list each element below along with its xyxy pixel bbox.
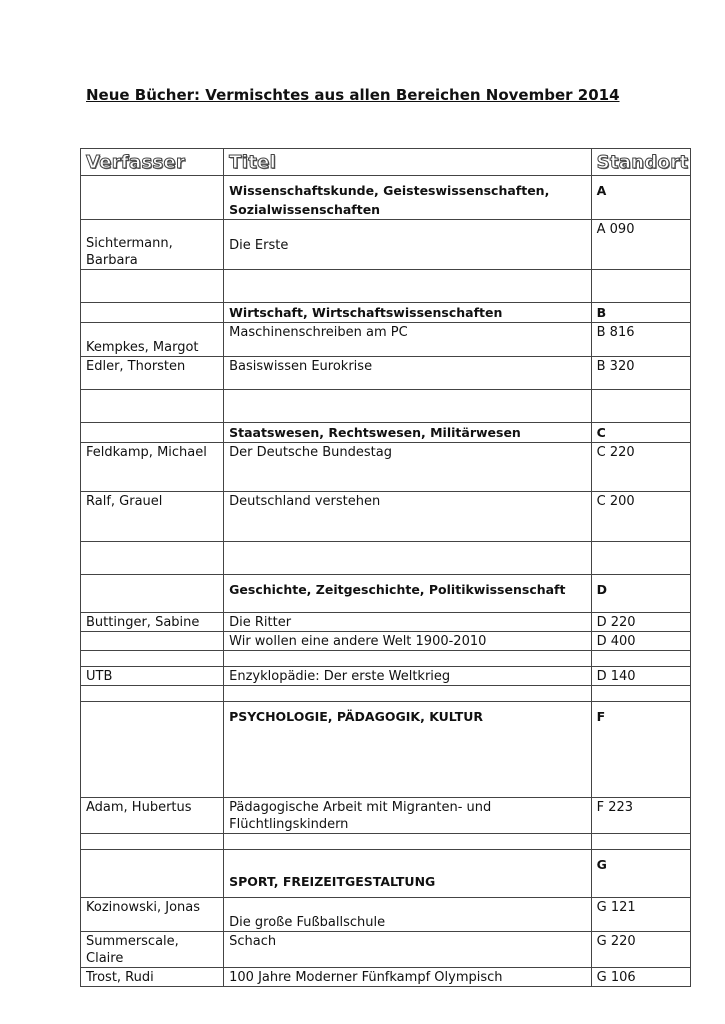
location-cell: C 220 (591, 443, 690, 492)
title-cell: Die große Fußballschule (224, 898, 591, 932)
title-cell (224, 686, 591, 702)
author-cell: Kempkes, Margot (81, 323, 224, 357)
empty-row (81, 686, 691, 702)
author-cell (81, 390, 224, 423)
empty-row (81, 270, 691, 303)
table-row (81, 443, 691, 492)
location-cell: D 400 (591, 632, 690, 651)
author-cell: Adam, Hubertus (81, 798, 224, 834)
header-title: Titel (224, 149, 591, 176)
location-cell (591, 834, 690, 850)
section-title-cell: Wissenschaftskunde, Geisteswissenschaften, Sozialwissenschaften (224, 176, 591, 220)
author-cell (81, 702, 224, 798)
author-cell: Sichtermann, Barbara (81, 220, 224, 270)
title-cell: Pädagogische Arbeit mit Migranten- und Flüchtlingskindern (224, 798, 591, 834)
location-cell: A (591, 176, 690, 220)
section-row (81, 702, 691, 798)
table-header-row (81, 149, 691, 176)
location-cell (591, 270, 690, 303)
title-cell: Schach (224, 932, 591, 968)
author-cell (81, 303, 224, 323)
location-cell: G 121 (591, 898, 690, 932)
author-cell (81, 651, 224, 667)
location-cell: B 816 (591, 323, 690, 357)
section-title-cell: Geschichte, Zeitgeschichte, Politikwissenschaft (224, 575, 591, 613)
title-cell: Wir wollen eine andere Welt 1900-2010 (224, 632, 591, 651)
table-row (81, 932, 691, 968)
location-cell (591, 651, 690, 667)
location-cell: A 090 (591, 220, 690, 270)
table-row (81, 667, 691, 686)
location-cell: D 220 (591, 613, 690, 632)
table-row (81, 323, 691, 357)
author-cell (81, 575, 224, 613)
author-cell (81, 176, 224, 220)
location-cell: C (591, 423, 690, 443)
section-row (81, 176, 691, 220)
title-cell (224, 651, 591, 667)
empty-row (81, 834, 691, 850)
table-row (81, 632, 691, 651)
title-cell (224, 390, 591, 423)
title-cell (224, 270, 591, 303)
section-title-cell: Wirtschaft, Wirtschaftswissenschaften (224, 303, 591, 323)
table-row (81, 898, 691, 932)
empty-row (81, 542, 691, 575)
location-cell: C 200 (591, 492, 690, 542)
header-location: Standort (591, 149, 690, 176)
section-row (81, 575, 691, 613)
title-cell (224, 542, 591, 575)
author-cell (81, 423, 224, 443)
location-cell: F 223 (591, 798, 690, 834)
page-title: Neue Bücher: Vermischtes aus allen Bereichen November 2014 (86, 86, 620, 104)
section-title-cell: Staatswesen, Rechtswesen, Militärwesen (224, 423, 591, 443)
location-cell: D 140 (591, 667, 690, 686)
section-row (81, 303, 691, 323)
section-title-cell: PSYCHOLOGIE, PÄDAGOGIK, KULTUR (224, 702, 591, 798)
title-cell: Enzyklopädie: Der erste Weltkrieg (224, 667, 591, 686)
location-cell: F (591, 702, 690, 798)
table-row (81, 798, 691, 834)
header-author: Verfasser (81, 149, 224, 176)
author-cell: Summerscale, Claire (81, 932, 224, 968)
section-row (81, 850, 691, 898)
table-row (81, 357, 691, 390)
title-cell: Maschinenschreiben am PC (224, 323, 591, 357)
section-title-cell: SPORT, FREIZEITGESTALTUNG (224, 850, 591, 898)
author-cell (81, 850, 224, 898)
author-cell (81, 632, 224, 651)
author-cell (81, 686, 224, 702)
author-cell: Ralf, Grauel (81, 492, 224, 542)
author-cell: Feldkamp, Michael (81, 443, 224, 492)
author-cell (81, 542, 224, 575)
author-cell: Trost, Rudi (81, 968, 224, 987)
title-cell: Deutschland verstehen (224, 492, 591, 542)
books-table (80, 148, 691, 987)
location-cell: G (591, 850, 690, 898)
title-cell: Die Ritter (224, 613, 591, 632)
table-row (81, 968, 691, 987)
location-cell (591, 686, 690, 702)
location-cell (591, 542, 690, 575)
section-row (81, 423, 691, 443)
author-cell: Buttinger, Sabine (81, 613, 224, 632)
author-cell: Edler, Thorsten (81, 357, 224, 390)
location-cell: G 220 (591, 932, 690, 968)
location-cell: D (591, 575, 690, 613)
location-cell: B 320 (591, 357, 690, 390)
author-cell: Kozinowski, Jonas (81, 898, 224, 932)
table-row (81, 613, 691, 632)
table-row (81, 220, 691, 270)
title-cell (224, 834, 591, 850)
empty-row (81, 651, 691, 667)
title-cell: Basiswissen Eurokrise (224, 357, 591, 390)
title-cell: Der Deutsche Bundestag (224, 443, 591, 492)
location-cell: B (591, 303, 690, 323)
author-cell (81, 270, 224, 303)
location-cell (591, 390, 690, 423)
title-cell: 100 Jahre Moderner Fünfkampf Olympisch (224, 968, 591, 987)
title-cell: Die Erste (224, 220, 591, 270)
author-cell: UTB (81, 667, 224, 686)
table-row (81, 492, 691, 542)
location-cell: G 106 (591, 968, 690, 987)
empty-row (81, 390, 691, 423)
author-cell (81, 834, 224, 850)
